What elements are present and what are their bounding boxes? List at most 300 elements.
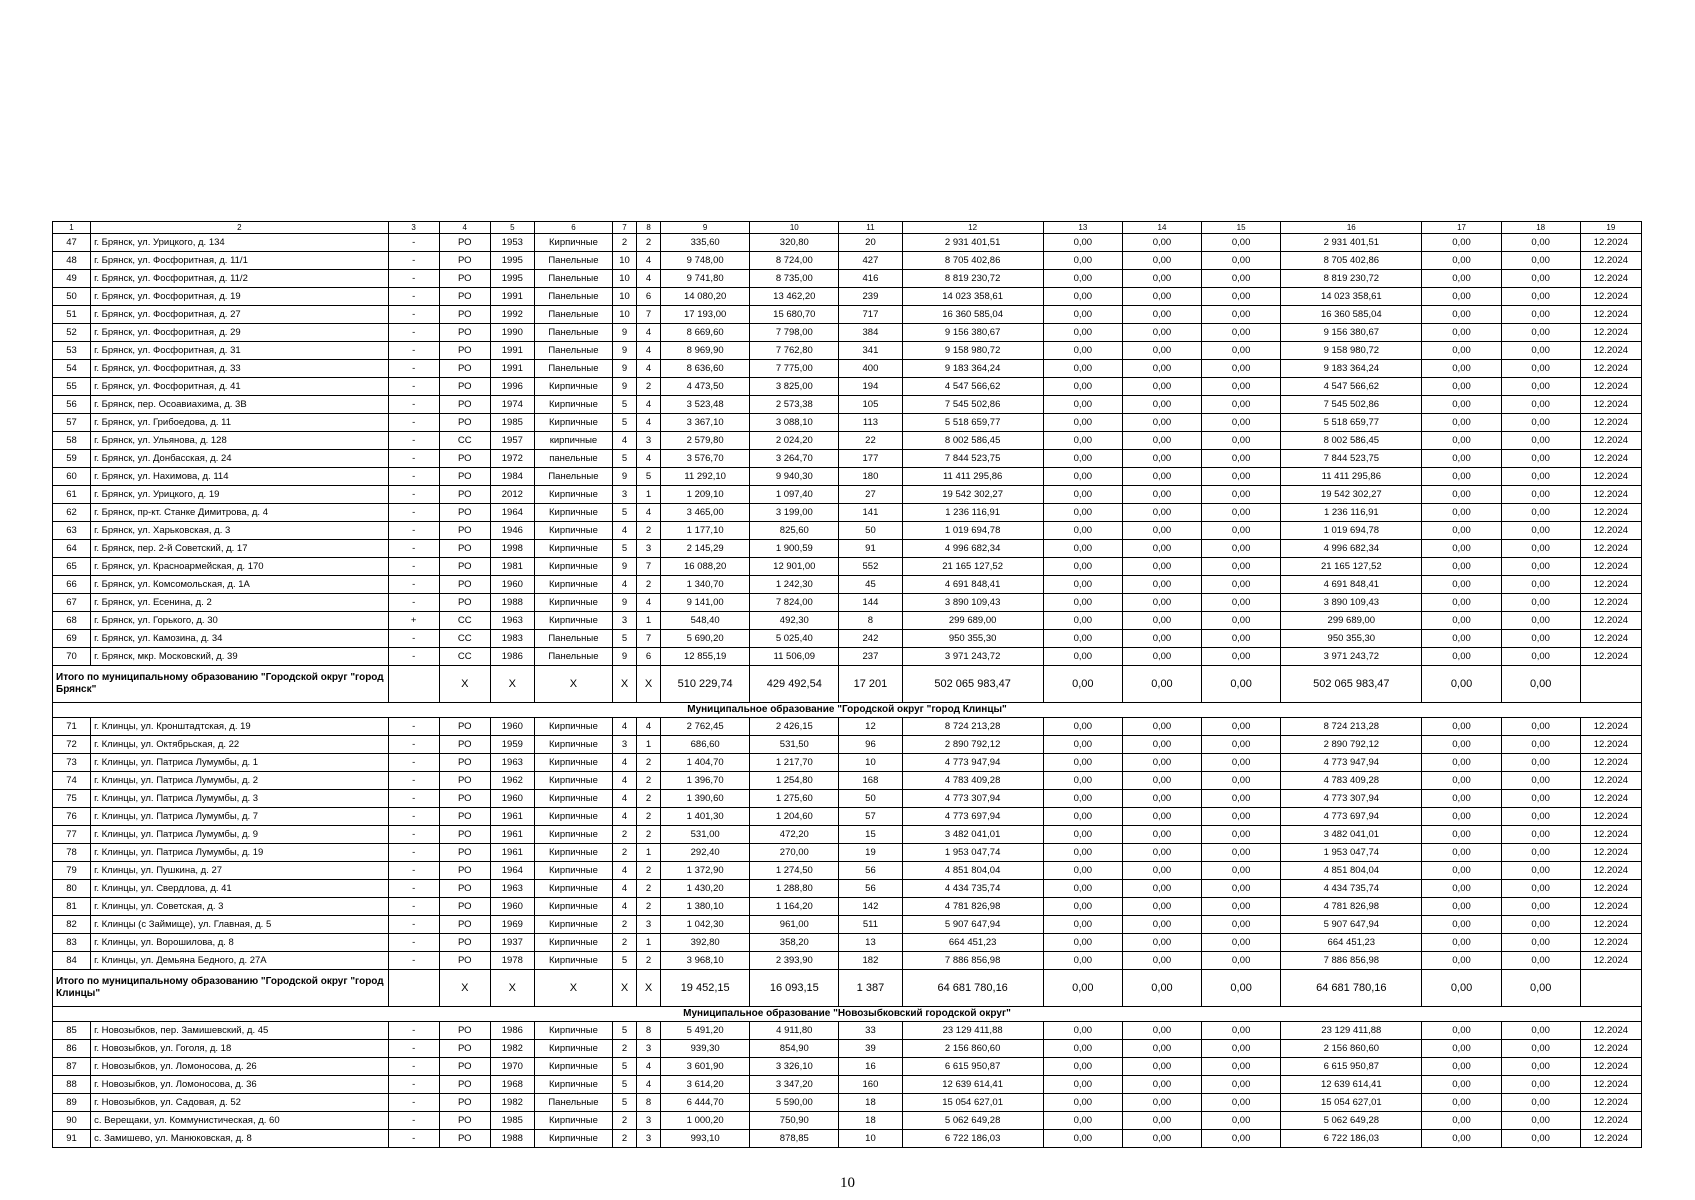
row-number-cell: 81 [53, 898, 91, 916]
fund-cost-cell: 0,00 [1043, 1040, 1122, 1058]
total-area-cell: 9 741,80 [661, 270, 750, 288]
local-budget-cell: 0,00 [1202, 630, 1281, 648]
living-area-cell: 3 326,10 [750, 1058, 839, 1076]
entrances-cell: 6 [637, 288, 661, 306]
residents-cell: 20 [839, 234, 902, 252]
fund-cost-cell: 0,00 [1043, 1112, 1122, 1130]
row-number-cell: 77 [53, 826, 91, 844]
total-area-cell: 1 401,30 [661, 808, 750, 826]
regional-budget-cell: 0,00 [1122, 468, 1201, 486]
row-number-cell: 49 [53, 270, 91, 288]
other-2-cell: 0,00 [1501, 468, 1580, 486]
entrances-cell: 2 [637, 952, 661, 970]
column-number: 11 [839, 222, 902, 234]
regional-budget-cell: 0,00 [1122, 880, 1201, 898]
table-row [53, 306, 1642, 324]
table-row [53, 378, 1642, 396]
owners-funds-cell: 4 781 826,98 [1281, 898, 1422, 916]
floors-cell: 4 [613, 808, 637, 826]
floors-cell: 9 [613, 558, 637, 576]
year-built-cell: 1988 [490, 1130, 534, 1148]
management-type-cell: РО [439, 360, 490, 378]
owners-funds-cell: 8 002 586,45 [1281, 432, 1422, 450]
owners-funds-cell: 2 890 792,12 [1281, 736, 1422, 754]
year-built-cell: 1963 [490, 754, 534, 772]
owners-funds-cell: 5 518 659,77 [1281, 414, 1422, 432]
entrances-cell: 1 [637, 844, 661, 862]
regional-budget-cell: 0,00 [1122, 522, 1201, 540]
flag-cell: - [388, 754, 439, 772]
management-type-cell: РО [439, 234, 490, 252]
other-2-cell: 0,00 [1501, 1058, 1580, 1076]
regional-budget-cell: 0,00 [1122, 1022, 1201, 1040]
column-number: 19 [1580, 222, 1641, 234]
table-row [53, 826, 1642, 844]
floors-cell: 4 [613, 898, 637, 916]
total-cost-cell: 5 062 649,28 [902, 1112, 1043, 1130]
total-cost-cell: 4 773 307,94 [902, 790, 1043, 808]
completion-date-cell: 12.2024 [1580, 1076, 1641, 1094]
total-cost-cell: 9 183 364,24 [902, 360, 1043, 378]
total-area-cell: 3 523,48 [661, 396, 750, 414]
total-area-cell: 6 444,70 [661, 1094, 750, 1112]
entrances-cell: 1 [637, 612, 661, 630]
local-budget-cell: 0,00 [1202, 880, 1281, 898]
row-number-cell: 62 [53, 504, 91, 522]
floors-cell: 4 [613, 576, 637, 594]
regional-budget-cell: 0,00 [1122, 772, 1201, 790]
total-area-cell: 9 141,00 [661, 594, 750, 612]
fund-cost-cell: 0,00 [1043, 1076, 1122, 1094]
total-cell: X [490, 666, 534, 703]
row-number-cell: 79 [53, 862, 91, 880]
total-area-cell: 3 601,90 [661, 1058, 750, 1076]
local-budget-cell: 0,00 [1202, 342, 1281, 360]
fund-cost-cell: 0,00 [1043, 952, 1122, 970]
table-row [53, 288, 1642, 306]
living-area-cell: 7 775,00 [750, 360, 839, 378]
fund-cost-cell: 0,00 [1043, 270, 1122, 288]
total-area-cell: 3 465,00 [661, 504, 750, 522]
entrances-cell: 4 [637, 270, 661, 288]
other-2-cell: 0,00 [1501, 718, 1580, 736]
fund-cost-cell: 0,00 [1043, 1130, 1122, 1148]
flag-cell: - [388, 736, 439, 754]
total-cost-cell: 4 773 697,94 [902, 808, 1043, 826]
year-built-cell: 1983 [490, 630, 534, 648]
wall-material-cell: Кирпичные [534, 234, 612, 252]
other-2-cell: 0,00 [1501, 898, 1580, 916]
local-budget-cell: 0,00 [1202, 1040, 1281, 1058]
completion-date-cell: 12.2024 [1580, 540, 1641, 558]
total-cost-cell: 6 722 186,03 [902, 1130, 1043, 1148]
row-number-cell: 72 [53, 736, 91, 754]
living-area-cell: 1 204,60 [750, 808, 839, 826]
regional-budget-cell: 0,00 [1122, 414, 1201, 432]
other-2-cell: 0,00 [1501, 360, 1580, 378]
total-cell [388, 970, 439, 1007]
living-area-cell: 825,60 [750, 522, 839, 540]
table-row [53, 630, 1642, 648]
address-cell: г. Брянск, ул. Фосфоритная, д. 11/1 [91, 252, 389, 270]
management-type-cell: РО [439, 558, 490, 576]
entrances-cell: 4 [637, 504, 661, 522]
owners-funds-cell: 1 019 694,78 [1281, 522, 1422, 540]
flag-cell: - [388, 252, 439, 270]
table-row [53, 808, 1642, 826]
total-cell [1580, 970, 1641, 1007]
floors-cell: 5 [613, 1058, 637, 1076]
row-number-cell: 47 [53, 234, 91, 252]
row-number-cell: 50 [53, 288, 91, 306]
management-type-cell: РО [439, 808, 490, 826]
other-1-cell: 0,00 [1422, 594, 1501, 612]
total-cell: 502 065 983,47 [902, 666, 1043, 703]
fund-cost-cell: 0,00 [1043, 736, 1122, 754]
year-built-cell: 1937 [490, 934, 534, 952]
floors-cell: 4 [613, 522, 637, 540]
owners-funds-cell: 4 691 848,41 [1281, 576, 1422, 594]
other-2-cell: 0,00 [1501, 504, 1580, 522]
owners-funds-cell: 4 547 566,62 [1281, 378, 1422, 396]
total-cost-cell: 8 705 402,86 [902, 252, 1043, 270]
floors-cell: 9 [613, 648, 637, 666]
total-cost-cell: 4 547 566,62 [902, 378, 1043, 396]
row-number-cell: 89 [53, 1094, 91, 1112]
other-2-cell: 0,00 [1501, 558, 1580, 576]
total-cost-cell: 11 411 295,86 [902, 468, 1043, 486]
row-number-cell: 61 [53, 486, 91, 504]
regional-budget-cell: 0,00 [1122, 612, 1201, 630]
entrances-cell: 3 [637, 432, 661, 450]
row-number-cell: 91 [53, 1130, 91, 1148]
other-2-cell: 0,00 [1501, 252, 1580, 270]
regional-budget-cell: 0,00 [1122, 630, 1201, 648]
flag-cell: - [388, 594, 439, 612]
total-area-cell: 8 636,60 [661, 360, 750, 378]
owners-funds-cell: 4 773 307,94 [1281, 790, 1422, 808]
other-1-cell: 0,00 [1422, 826, 1501, 844]
table-row [53, 718, 1642, 736]
total-cell: X [490, 970, 534, 1007]
completion-date-cell: 12.2024 [1580, 1094, 1641, 1112]
entrances-cell: 4 [637, 252, 661, 270]
fund-cost-cell: 0,00 [1043, 504, 1122, 522]
row-number-cell: 68 [53, 612, 91, 630]
total-area-cell: 3 968,10 [661, 952, 750, 970]
fund-cost-cell: 0,00 [1043, 880, 1122, 898]
total-cell: X [613, 970, 637, 1007]
regional-budget-cell: 0,00 [1122, 450, 1201, 468]
residents-cell: 27 [839, 486, 902, 504]
owners-funds-cell: 15 054 627,01 [1281, 1094, 1422, 1112]
entrances-cell: 3 [637, 1130, 661, 1148]
address-cell: г. Брянск, ул. Харьковская, д. 3 [91, 522, 389, 540]
entrances-cell: 4 [637, 718, 661, 736]
other-1-cell: 0,00 [1422, 648, 1501, 666]
table-row [53, 1040, 1642, 1058]
residents-cell: 16 [839, 1058, 902, 1076]
wall-material-cell: Кирпичные [534, 934, 612, 952]
fund-cost-cell: 0,00 [1043, 844, 1122, 862]
total-cost-cell: 23 129 411,88 [902, 1022, 1043, 1040]
completion-date-cell: 12.2024 [1580, 234, 1641, 252]
entrances-cell: 2 [637, 378, 661, 396]
total-cost-cell: 4 773 947,94 [902, 754, 1043, 772]
completion-date-cell: 12.2024 [1580, 826, 1641, 844]
row-number-cell: 64 [53, 540, 91, 558]
completion-date-cell: 12.2024 [1580, 718, 1641, 736]
local-budget-cell: 0,00 [1202, 378, 1281, 396]
address-cell: г. Брянск, ул. Ульянова, д. 128 [91, 432, 389, 450]
municipality-total-row [53, 970, 1642, 1007]
wall-material-cell: Кирпичные [534, 772, 612, 790]
living-area-cell: 7 824,00 [750, 594, 839, 612]
other-2-cell: 0,00 [1501, 540, 1580, 558]
total-area-cell: 8 669,60 [661, 324, 750, 342]
column-number: 3 [388, 222, 439, 234]
local-budget-cell: 0,00 [1202, 808, 1281, 826]
other-2-cell: 0,00 [1501, 630, 1580, 648]
wall-material-cell: Кирпичные [534, 378, 612, 396]
other-2-cell: 0,00 [1501, 234, 1580, 252]
local-budget-cell: 0,00 [1202, 450, 1281, 468]
residents-cell: 160 [839, 1076, 902, 1094]
address-cell: г. Брянск, ул. Урицкого, д. 19 [91, 486, 389, 504]
total-cost-cell: 9 156 380,67 [902, 324, 1043, 342]
owners-funds-cell: 5 907 647,94 [1281, 916, 1422, 934]
fund-cost-cell: 0,00 [1043, 252, 1122, 270]
floors-cell: 5 [613, 1022, 637, 1040]
year-built-cell: 1957 [490, 432, 534, 450]
flag-cell: - [388, 790, 439, 808]
column-number: 18 [1501, 222, 1580, 234]
total-cost-cell: 7 545 502,86 [902, 396, 1043, 414]
floors-cell: 4 [613, 862, 637, 880]
row-number-cell: 88 [53, 1076, 91, 1094]
management-type-cell: РО [439, 790, 490, 808]
total-cell: 19 452,15 [661, 970, 750, 1007]
total-area-cell: 5 491,20 [661, 1022, 750, 1040]
residents-cell: 50 [839, 522, 902, 540]
total-area-cell: 17 193,00 [661, 306, 750, 324]
year-built-cell: 1946 [490, 522, 534, 540]
floors-cell: 5 [613, 504, 637, 522]
residents-cell: 57 [839, 808, 902, 826]
fund-cost-cell: 0,00 [1043, 630, 1122, 648]
owners-funds-cell: 19 542 302,27 [1281, 486, 1422, 504]
wall-material-cell: Кирпичные [534, 396, 612, 414]
other-2-cell: 0,00 [1501, 306, 1580, 324]
regional-budget-cell: 0,00 [1122, 754, 1201, 772]
fund-cost-cell: 0,00 [1043, 934, 1122, 952]
local-budget-cell: 0,00 [1202, 1022, 1281, 1040]
fund-cost-cell: 0,00 [1043, 396, 1122, 414]
owners-funds-cell: 2 156 860,60 [1281, 1040, 1422, 1058]
table-row [53, 270, 1642, 288]
living-area-cell: 9 940,30 [750, 468, 839, 486]
owners-funds-cell: 4 996 682,34 [1281, 540, 1422, 558]
regional-budget-cell: 0,00 [1122, 916, 1201, 934]
total-area-cell: 2 762,45 [661, 718, 750, 736]
regional-budget-cell: 0,00 [1122, 826, 1201, 844]
table-row [53, 844, 1642, 862]
owners-funds-cell: 8 705 402,86 [1281, 252, 1422, 270]
municipality-section-row [53, 1007, 1642, 1022]
completion-date-cell: 12.2024 [1580, 288, 1641, 306]
living-area-cell: 2 024,20 [750, 432, 839, 450]
completion-date-cell: 12.2024 [1580, 1040, 1641, 1058]
row-number-cell: 66 [53, 576, 91, 594]
flag-cell: - [388, 1022, 439, 1040]
year-built-cell: 1961 [490, 808, 534, 826]
total-area-cell: 548,40 [661, 612, 750, 630]
regional-budget-cell: 0,00 [1122, 1112, 1201, 1130]
other-1-cell: 0,00 [1422, 736, 1501, 754]
wall-material-cell: Панельные [534, 630, 612, 648]
residents-cell: 194 [839, 378, 902, 396]
floors-cell: 9 [613, 360, 637, 378]
fund-cost-cell: 0,00 [1043, 916, 1122, 934]
other-2-cell: 0,00 [1501, 648, 1580, 666]
floors-cell: 10 [613, 252, 637, 270]
flag-cell: - [388, 486, 439, 504]
floors-cell: 3 [613, 612, 637, 630]
living-area-cell: 492,30 [750, 612, 839, 630]
year-built-cell: 1978 [490, 952, 534, 970]
entrances-cell: 4 [637, 594, 661, 612]
management-type-cell: РО [439, 576, 490, 594]
owners-funds-cell: 664 451,23 [1281, 934, 1422, 952]
other-1-cell: 0,00 [1422, 234, 1501, 252]
other-1-cell: 0,00 [1422, 288, 1501, 306]
table-row [53, 360, 1642, 378]
regional-budget-cell: 0,00 [1122, 736, 1201, 754]
total-area-cell: 9 748,00 [661, 252, 750, 270]
management-type-cell: РО [439, 1112, 490, 1130]
residents-cell: 33 [839, 1022, 902, 1040]
total-cell: X [637, 970, 661, 1007]
entrances-cell: 3 [637, 1112, 661, 1130]
wall-material-cell: Панельные [534, 270, 612, 288]
other-1-cell: 0,00 [1422, 558, 1501, 576]
row-number-cell: 70 [53, 648, 91, 666]
entrances-cell: 1 [637, 736, 661, 754]
other-2-cell: 0,00 [1501, 432, 1580, 450]
year-built-cell: 1988 [490, 594, 534, 612]
floors-cell: 4 [613, 790, 637, 808]
other-1-cell: 0,00 [1422, 360, 1501, 378]
total-cell: X [534, 970, 612, 1007]
regional-budget-cell: 0,00 [1122, 718, 1201, 736]
other-2-cell: 0,00 [1501, 576, 1580, 594]
address-cell: г. Клинцы, ул. Патриса Лумумбы, д. 19 [91, 844, 389, 862]
entrances-cell: 6 [637, 648, 661, 666]
other-1-cell: 0,00 [1422, 772, 1501, 790]
row-number-cell: 54 [53, 360, 91, 378]
management-type-cell: РО [439, 1040, 490, 1058]
management-type-cell: РО [439, 450, 490, 468]
other-1-cell: 0,00 [1422, 1058, 1501, 1076]
regional-budget-cell: 0,00 [1122, 898, 1201, 916]
fund-cost-cell: 0,00 [1043, 612, 1122, 630]
address-cell: г. Брянск, ул. Горького, д. 30 [91, 612, 389, 630]
living-area-cell: 3 264,70 [750, 450, 839, 468]
living-area-cell: 1 217,70 [750, 754, 839, 772]
wall-material-cell: Кирпичные [534, 790, 612, 808]
management-type-cell: РО [439, 1022, 490, 1040]
fund-cost-cell: 0,00 [1043, 234, 1122, 252]
total-area-cell: 4 473,50 [661, 378, 750, 396]
living-area-cell: 8 735,00 [750, 270, 839, 288]
column-number: 13 [1043, 222, 1122, 234]
living-area-cell: 472,20 [750, 826, 839, 844]
year-built-cell: 1968 [490, 1076, 534, 1094]
living-area-cell: 1 164,20 [750, 898, 839, 916]
flag-cell: - [388, 630, 439, 648]
row-number-cell: 85 [53, 1022, 91, 1040]
table-row [53, 934, 1642, 952]
other-1-cell: 0,00 [1422, 306, 1501, 324]
other-1-cell: 0,00 [1422, 1094, 1501, 1112]
year-built-cell: 1960 [490, 576, 534, 594]
other-1-cell: 0,00 [1422, 880, 1501, 898]
other-2-cell: 0,00 [1501, 952, 1580, 970]
wall-material-cell: Кирпичные [534, 736, 612, 754]
floors-cell: 10 [613, 270, 637, 288]
living-area-cell: 1 097,40 [750, 486, 839, 504]
living-area-cell: 3 199,00 [750, 504, 839, 522]
other-2-cell: 0,00 [1501, 1112, 1580, 1130]
total-cost-cell: 1 953 047,74 [902, 844, 1043, 862]
total-cost-cell: 5 907 647,94 [902, 916, 1043, 934]
owners-funds-cell: 7 886 856,98 [1281, 952, 1422, 970]
flag-cell: - [388, 648, 439, 666]
fund-cost-cell: 0,00 [1043, 826, 1122, 844]
table-row [53, 880, 1642, 898]
wall-material-cell: Кирпичные [534, 612, 612, 630]
row-number-cell: 65 [53, 558, 91, 576]
row-number-cell: 75 [53, 790, 91, 808]
flag-cell: - [388, 1040, 439, 1058]
living-area-cell: 1 274,50 [750, 862, 839, 880]
total-cell: X [637, 666, 661, 703]
completion-date-cell: 12.2024 [1580, 916, 1641, 934]
fund-cost-cell: 0,00 [1043, 432, 1122, 450]
total-cell: 17 201 [839, 666, 902, 703]
entrances-cell: 4 [637, 360, 661, 378]
other-1-cell: 0,00 [1422, 468, 1501, 486]
total-cost-cell: 7 844 523,75 [902, 450, 1043, 468]
total-cell: 0,00 [1043, 970, 1122, 1007]
table-row [53, 916, 1642, 934]
address-cell: г. Клинцы, ул. Патриса Лумумбы, д. 7 [91, 808, 389, 826]
total-label: Итого по муниципальному образованию "Городской округ "город Брянск" [53, 666, 389, 703]
total-area-cell: 2 579,80 [661, 432, 750, 450]
other-2-cell: 0,00 [1501, 772, 1580, 790]
wall-material-cell: Кирпичные [534, 898, 612, 916]
completion-date-cell: 12.2024 [1580, 576, 1641, 594]
living-area-cell: 3 347,20 [750, 1076, 839, 1094]
residents-cell: 427 [839, 252, 902, 270]
year-built-cell: 1961 [490, 826, 534, 844]
completion-date-cell: 12.2024 [1580, 1130, 1641, 1148]
living-area-cell: 2 426,15 [750, 718, 839, 736]
regional-budget-cell: 0,00 [1122, 252, 1201, 270]
local-budget-cell: 0,00 [1202, 432, 1281, 450]
residents-cell: 39 [839, 1040, 902, 1058]
other-1-cell: 0,00 [1422, 522, 1501, 540]
